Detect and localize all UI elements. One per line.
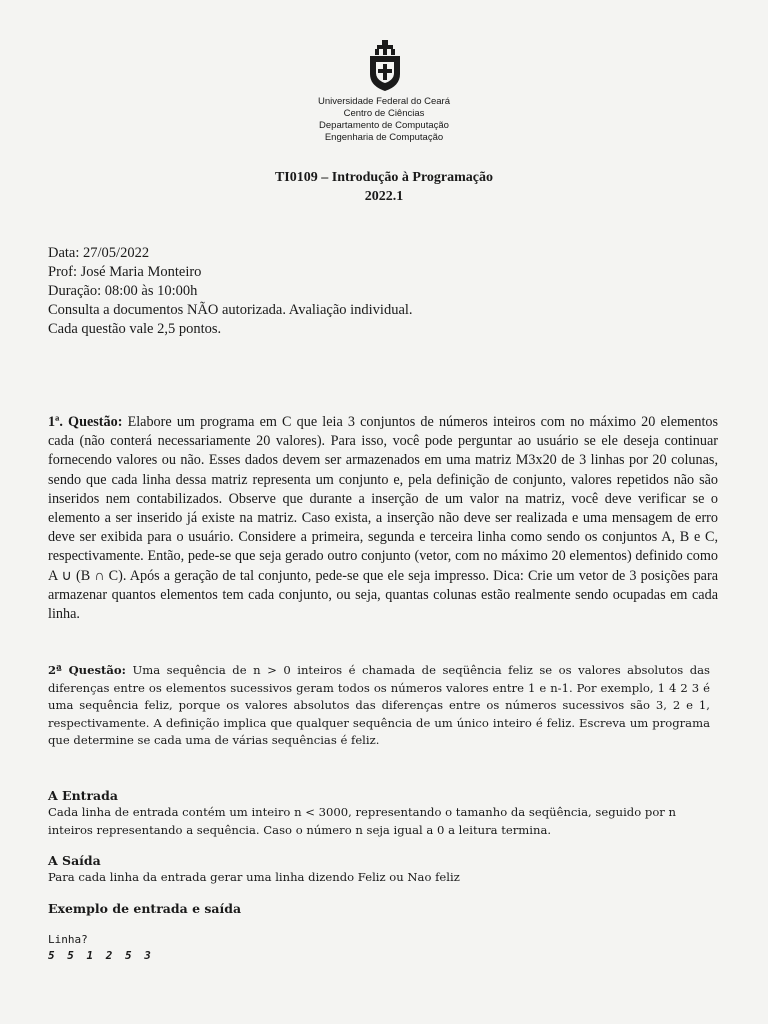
output-section-title: A Saída	[48, 853, 101, 868]
question-2-label: 2ª Questão:	[48, 663, 126, 677]
example-line-1: Linha?	[48, 933, 88, 946]
institution-header	[0, 96, 768, 144]
exam-consult-rule: Consulta a documentos NÃO autorizada. Avaliação individual.	[48, 302, 413, 318]
exam-duration: Duração: 08:00 às 10:00h	[48, 283, 198, 299]
example-section	[48, 900, 241, 917]
question-1	[48, 413, 718, 624]
exam-date: Data: 27/05/2022	[48, 245, 150, 261]
course-term: 2022.1	[364, 189, 404, 204]
university-crest-icon	[367, 40, 403, 92]
exam-professor: Prof: José Maria Monteiro	[48, 264, 202, 280]
example-section-title: Exemplo de entrada e saída	[48, 901, 242, 916]
output-section-text: Para cada linha da entrada gerar uma linha dizendo Feliz ou Nao feliz	[48, 870, 460, 884]
institution-line: Centro de Ciências	[343, 108, 425, 119]
question-2	[48, 662, 710, 750]
exam-info	[48, 244, 413, 339]
institution-line: Universidade Federal do Ceará	[317, 96, 451, 107]
input-section-title: A Entrada	[48, 788, 118, 803]
institution-line: Departamento de Computação	[319, 120, 449, 131]
question-1-label: 1ª. Questão:	[48, 414, 123, 430]
course-title: TI0109 – Introdução à Programação	[274, 170, 494, 185]
institution-line: Engenharia de Computação	[324, 132, 444, 143]
exam-points: Cada questão vale 2,5 pontos.	[48, 321, 222, 337]
example-line-2: 5 5 1 2 5 3	[48, 949, 154, 962]
question-1-text: Elabore um programa em C que leia 3 conjuntos de números inteiros com no máximo 20 elementos cada (não conterá necessariamente 20 valores). Para isso, você pode perguntar ao usuário se ele deseja continuar fornecendo valores ou não. Esses dados devem ser armazenados em uma matriz M3x20 de 3 linhas por 20 colunas, sendo que cada linha dessa matriz representa um conjunto e, pela definição de conjunto, valores repetidos não são inseridos nem contabilizados. Observe que durante a inserção de um valor na matriz, você deve verificar se o elemento a ser inserido já existe na matriz. Caso exista, a inserção não deve ser realizada e uma mensagem de erro deve ser exibida para o usuário. Considere a primeira, segunda e terceira linha como sendo os conjuntos A, B e C, respectivamente. Então, pede-se que seja gerado outro conjunto (vetor, com no máximo 20 elementos) definido como A ∪ (B ∩ C). Após a geração de tal conjunto, pede-se que ele seja impresso. Dica: Crie um vetor de 3 posições para armazenar quantos elementos tem cada conjunto, ou seja, quantas colunas estão realmente sendo ocupadas em cada linha.	[48, 414, 719, 623]
input-section	[48, 787, 710, 839]
question-2-text: Uma sequência de n > 0 inteiros é chamada de seqüência feliz se os valores absolutos das diferenças entre os elementos sucessivos geram todos os números valores entre 1 e n-1. Por exemplo, 1 4 2 3 é uma sequência feliz, porque os valores absolutos das diferenças entre os números sucessivos são 3, 2 e 1, respectivamente. A definição implica que qualquer sequência de um único inteiro é feliz. Escreva um programa que determine se cada uma de várias sequências é feliz.	[48, 663, 711, 748]
course-heading	[0, 168, 768, 206]
input-section-text: Cada linha de entrada contém um inteiro n < 3000, representando o tamanho da seqüência, seguido por n inteiros representando a sequência. Caso o número n seja igual a 0 a leitura termina.	[48, 805, 676, 837]
output-section	[48, 852, 710, 887]
